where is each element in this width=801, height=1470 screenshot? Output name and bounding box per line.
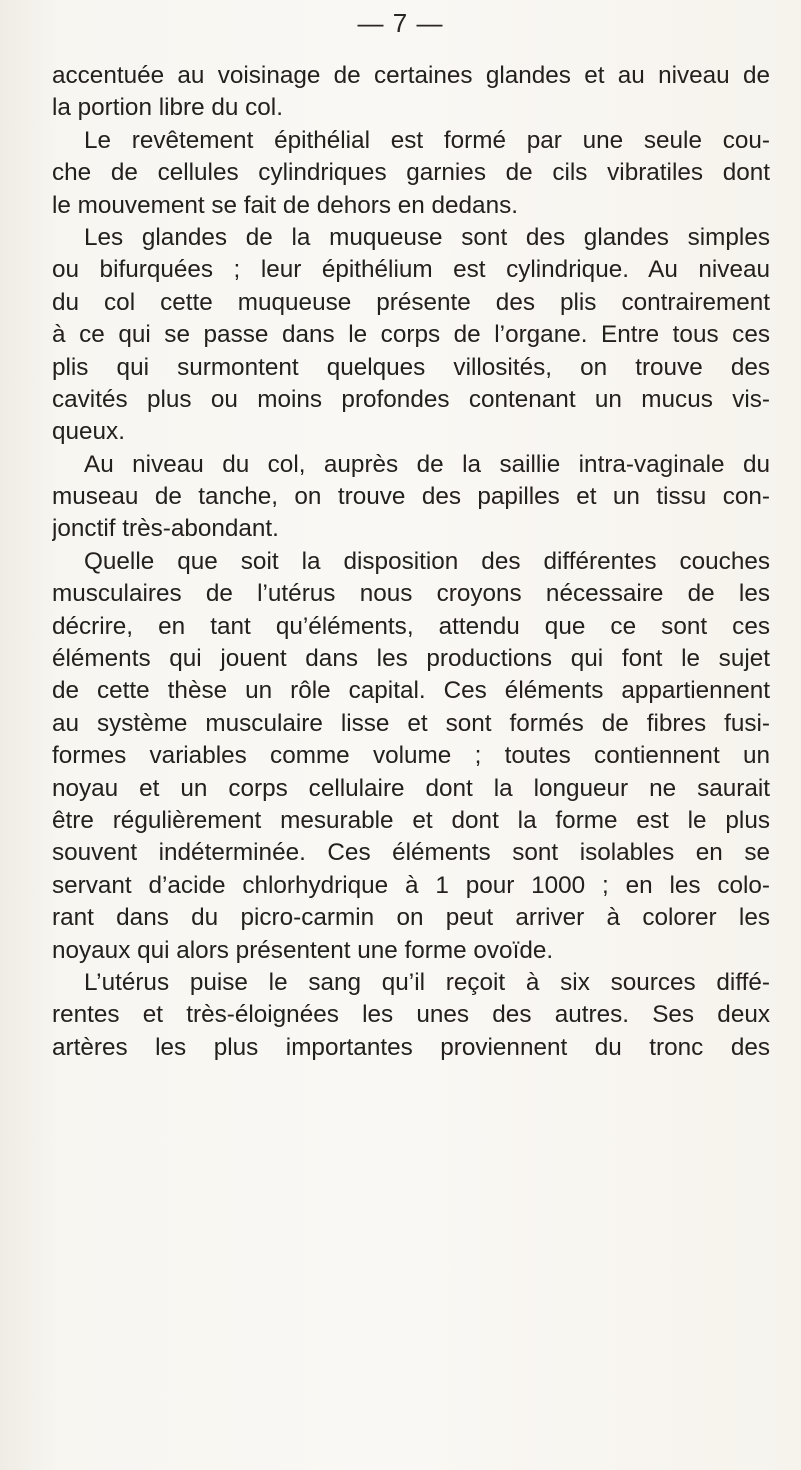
text-line: queux. <box>52 418 125 446</box>
text-line: rant dans du picro-carmin on peut arriver à colorer les <box>52 904 770 932</box>
paragraph <box>52 60 770 125</box>
text-line: noyau et un corps cellulaire dont la longueur ne saurait <box>52 774 770 802</box>
text-line: Au niveau du col, auprès de la saillie intra-vaginale du <box>84 450 770 478</box>
text-line: plis qui surmontent quelques villosités, on trouve des <box>52 353 770 381</box>
text-line: être régulièrement mesurable et dont la forme est le plus <box>52 806 770 834</box>
text-line: rentes et très-éloignées les unes des autres. Ses deux <box>52 1001 770 1029</box>
text-line: décrire, en tant qu’éléments, attendu que ce sont ces <box>52 612 770 640</box>
text-line: la portion libre du col. <box>52 94 283 122</box>
text-line: au système musculaire lisse et sont formés de fibres fusi- <box>52 709 770 737</box>
text-line: noyaux qui alors présentent une forme ovoïde. <box>52 936 554 964</box>
text-line: musculaires de l’utérus nous croyons nécessaire de les <box>52 580 770 608</box>
text-line: du col cette muqueuse présente des plis contrairement <box>52 288 770 316</box>
body-text <box>52 60 770 1064</box>
text-line: accentuée au voisinage de certaines glandes et au niveau de <box>52 62 770 89</box>
paragraph <box>52 449 770 546</box>
text-line: formes variables comme volume ; toutes contiennent un <box>52 742 770 770</box>
text-line: L’utérus puise le sang qu’il reçoit à six sources diffé- <box>84 968 770 996</box>
paragraph <box>52 125 770 222</box>
text-line: Quelle que soit la disposition des différentes couches <box>84 547 770 575</box>
text-line: de cette thèse un rôle capital. Ces éléments appartiennent <box>52 677 770 705</box>
page-number: — 7 — <box>357 8 444 38</box>
text-line: souvent indéterminée. Ces éléments sont isolables en se <box>52 839 770 867</box>
text-line: ou bifurquées ; leur épithélium est cylindrique. Au niveau <box>52 256 770 284</box>
text-line: à ce qui se passe dans le corps de l’organe. Entre tous ces <box>52 321 770 349</box>
text-line: artères les plus importantes proviennent du tronc des <box>52 1033 770 1061</box>
text-line: Le revêtement épithélial est formé par une seule cou- <box>84 126 770 154</box>
text-line: le mouvement se fait de dehors en dedans. <box>52 191 518 219</box>
text-line: museau de tanche, on trouve des papilles et un tissu con- <box>52 483 770 511</box>
paragraph <box>52 546 770 967</box>
text-line: Les glandes de la muqueuse sont des glandes simples <box>84 223 770 251</box>
text-line: jonctif très-abondant. <box>52 515 279 543</box>
text-line: che de cellules cylindriques garnies de cils vibratiles dont <box>52 159 770 187</box>
paragraph <box>52 967 770 1064</box>
paragraph <box>52 222 770 449</box>
text-line: éléments qui jouent dans les productions qui font le sujet <box>52 645 770 673</box>
text-line: cavités plus ou moins profondes contenant un mucus vis- <box>52 385 770 413</box>
text-line: servant d’acide chlorhydrique à 1 pour 1000 ; en les colo- <box>52 871 770 899</box>
